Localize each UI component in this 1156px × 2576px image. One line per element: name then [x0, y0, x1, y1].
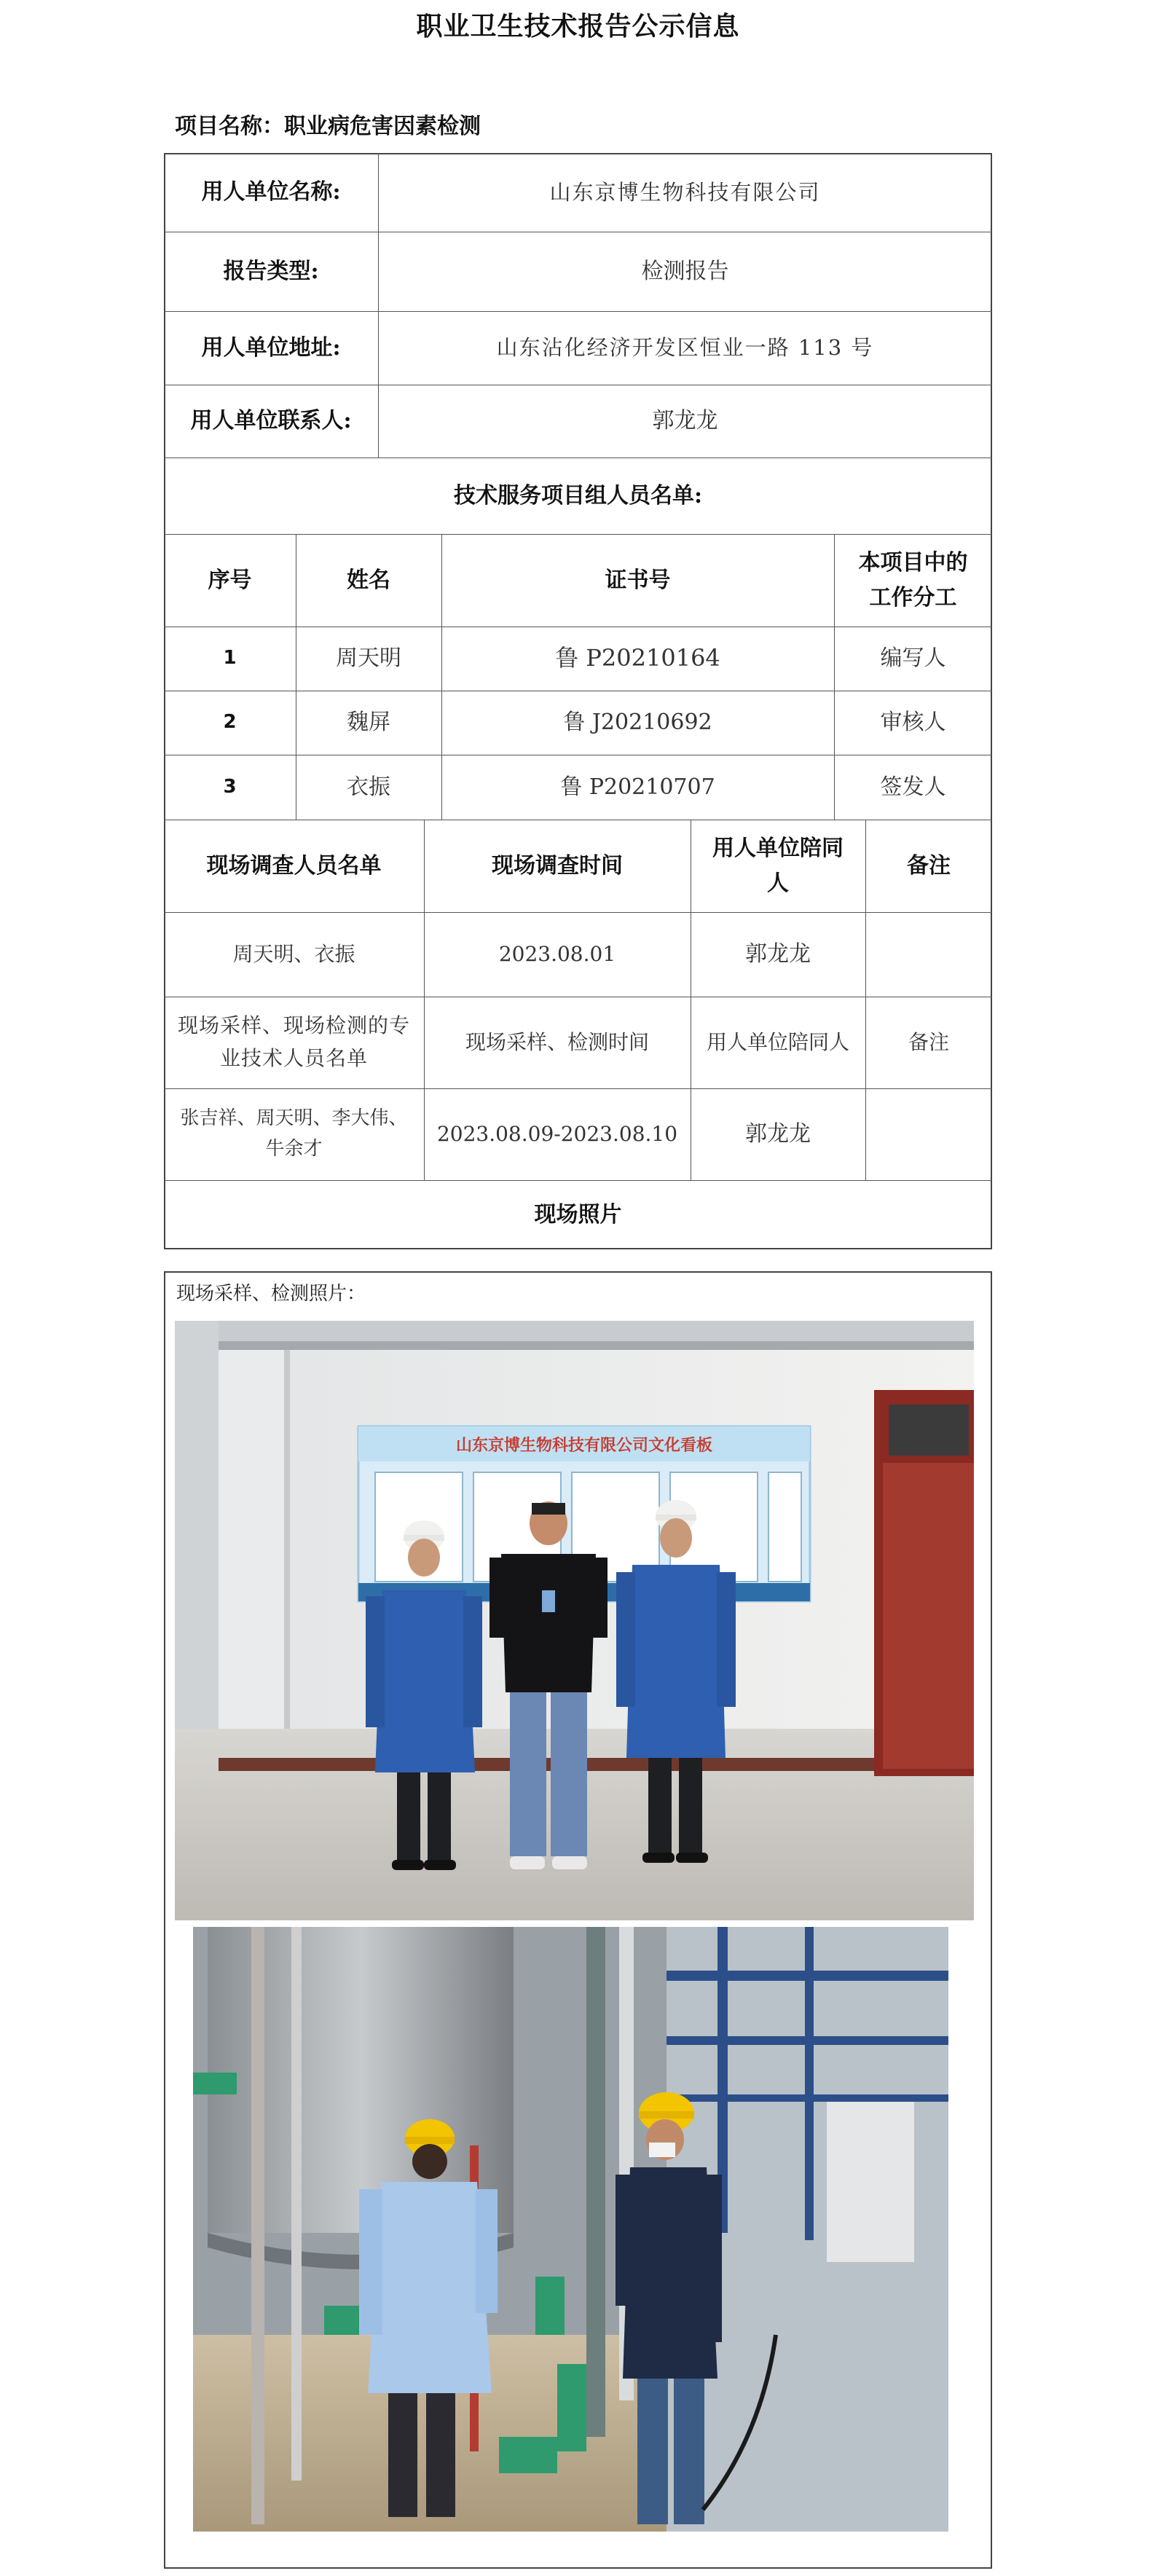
- sampling-time: 2023.08.09-2023.08.10: [436, 1121, 678, 1146]
- label-company-name: 用人单位名称:: [201, 179, 341, 205]
- team-header-no: 序号: [208, 567, 252, 593]
- project-value: 职业病危害因素检测: [284, 114, 481, 139]
- team-row-cert: 鲁 J20210692: [563, 710, 712, 735]
- project-label: 项目名称：: [175, 114, 284, 139]
- value-company-name: 山东京博生物科技有限公司: [549, 179, 821, 205]
- team-row-no: 2: [223, 711, 237, 734]
- photo-site-survey: [175, 1321, 974, 1920]
- team-row-name: 衣振: [347, 774, 390, 800]
- board-banner-text: 山东京博生物科技有限公司文化看板: [455, 1437, 713, 1455]
- survey-header-names: 现场调查人员名单: [206, 852, 382, 879]
- team-row-role: 审核人: [880, 710, 946, 735]
- team-row-no: 1: [223, 647, 237, 669]
- team-row-name: 周天明: [336, 645, 401, 671]
- sampling-header-companion: 用人单位陪同人: [707, 1029, 850, 1054]
- photo-site-sampling: [193, 1927, 948, 2532]
- survey-companion: 郭龙龙: [745, 941, 811, 967]
- team-header-role: 本项目中的工作分工: [858, 549, 968, 610]
- team-row-name: 魏屏: [347, 710, 390, 735]
- survey-note: [865, 912, 992, 997]
- label-company-address: 用人单位地址:: [201, 334, 341, 361]
- team-row-no: 3: [223, 775, 237, 798]
- sampling-names: 张吉祥、周天明、李大伟、牛余才: [180, 1107, 408, 1160]
- sampling-note: [865, 1088, 992, 1180]
- team-header-name: 姓名: [347, 567, 390, 593]
- team-row-cert: 鲁 P20210164: [555, 644, 720, 672]
- document-title: 职业卫生技术报告公示信息: [416, 11, 740, 42]
- project-name: [175, 108, 481, 140]
- team-row-role: 签发人: [880, 774, 946, 800]
- team-row-cert: 鲁 P20210707: [560, 774, 715, 800]
- team-row-role: 编写人: [880, 645, 946, 671]
- survey-names: 周天明、衣振: [232, 941, 355, 966]
- sampling-header-names: 现场采样、现场检测的专业技术人员名单: [177, 1013, 410, 1070]
- survey-header-companion: 用人单位陪同人: [712, 835, 844, 896]
- photo-section-label: 现场采样、检测照片：: [176, 1283, 366, 1305]
- survey-header-note: 备注: [907, 852, 951, 879]
- value-company-address: 山东沾化经济开发区恒业一路 113 号: [496, 335, 874, 361]
- value-contact-person: 郭龙龙: [652, 408, 718, 433]
- sampling-header-time: 现场采样、检测时间: [465, 1029, 649, 1054]
- sampling-header-note: 备注: [908, 1029, 949, 1054]
- team-header-cert: 证书号: [605, 567, 671, 593]
- survey-header-time: 现场调查时间: [492, 852, 623, 879]
- label-report-type: 报告类型:: [223, 258, 319, 284]
- team-heading: 技术服务项目组人员名单:: [453, 482, 703, 508]
- photos-heading: 现场照片: [534, 1201, 622, 1228]
- value-report-type: 检测报告: [641, 258, 729, 284]
- label-contact-person: 用人单位联系人:: [190, 408, 352, 433]
- sampling-companion: 郭龙龙: [745, 1121, 811, 1147]
- survey-time: 2023.08.01: [498, 941, 616, 966]
